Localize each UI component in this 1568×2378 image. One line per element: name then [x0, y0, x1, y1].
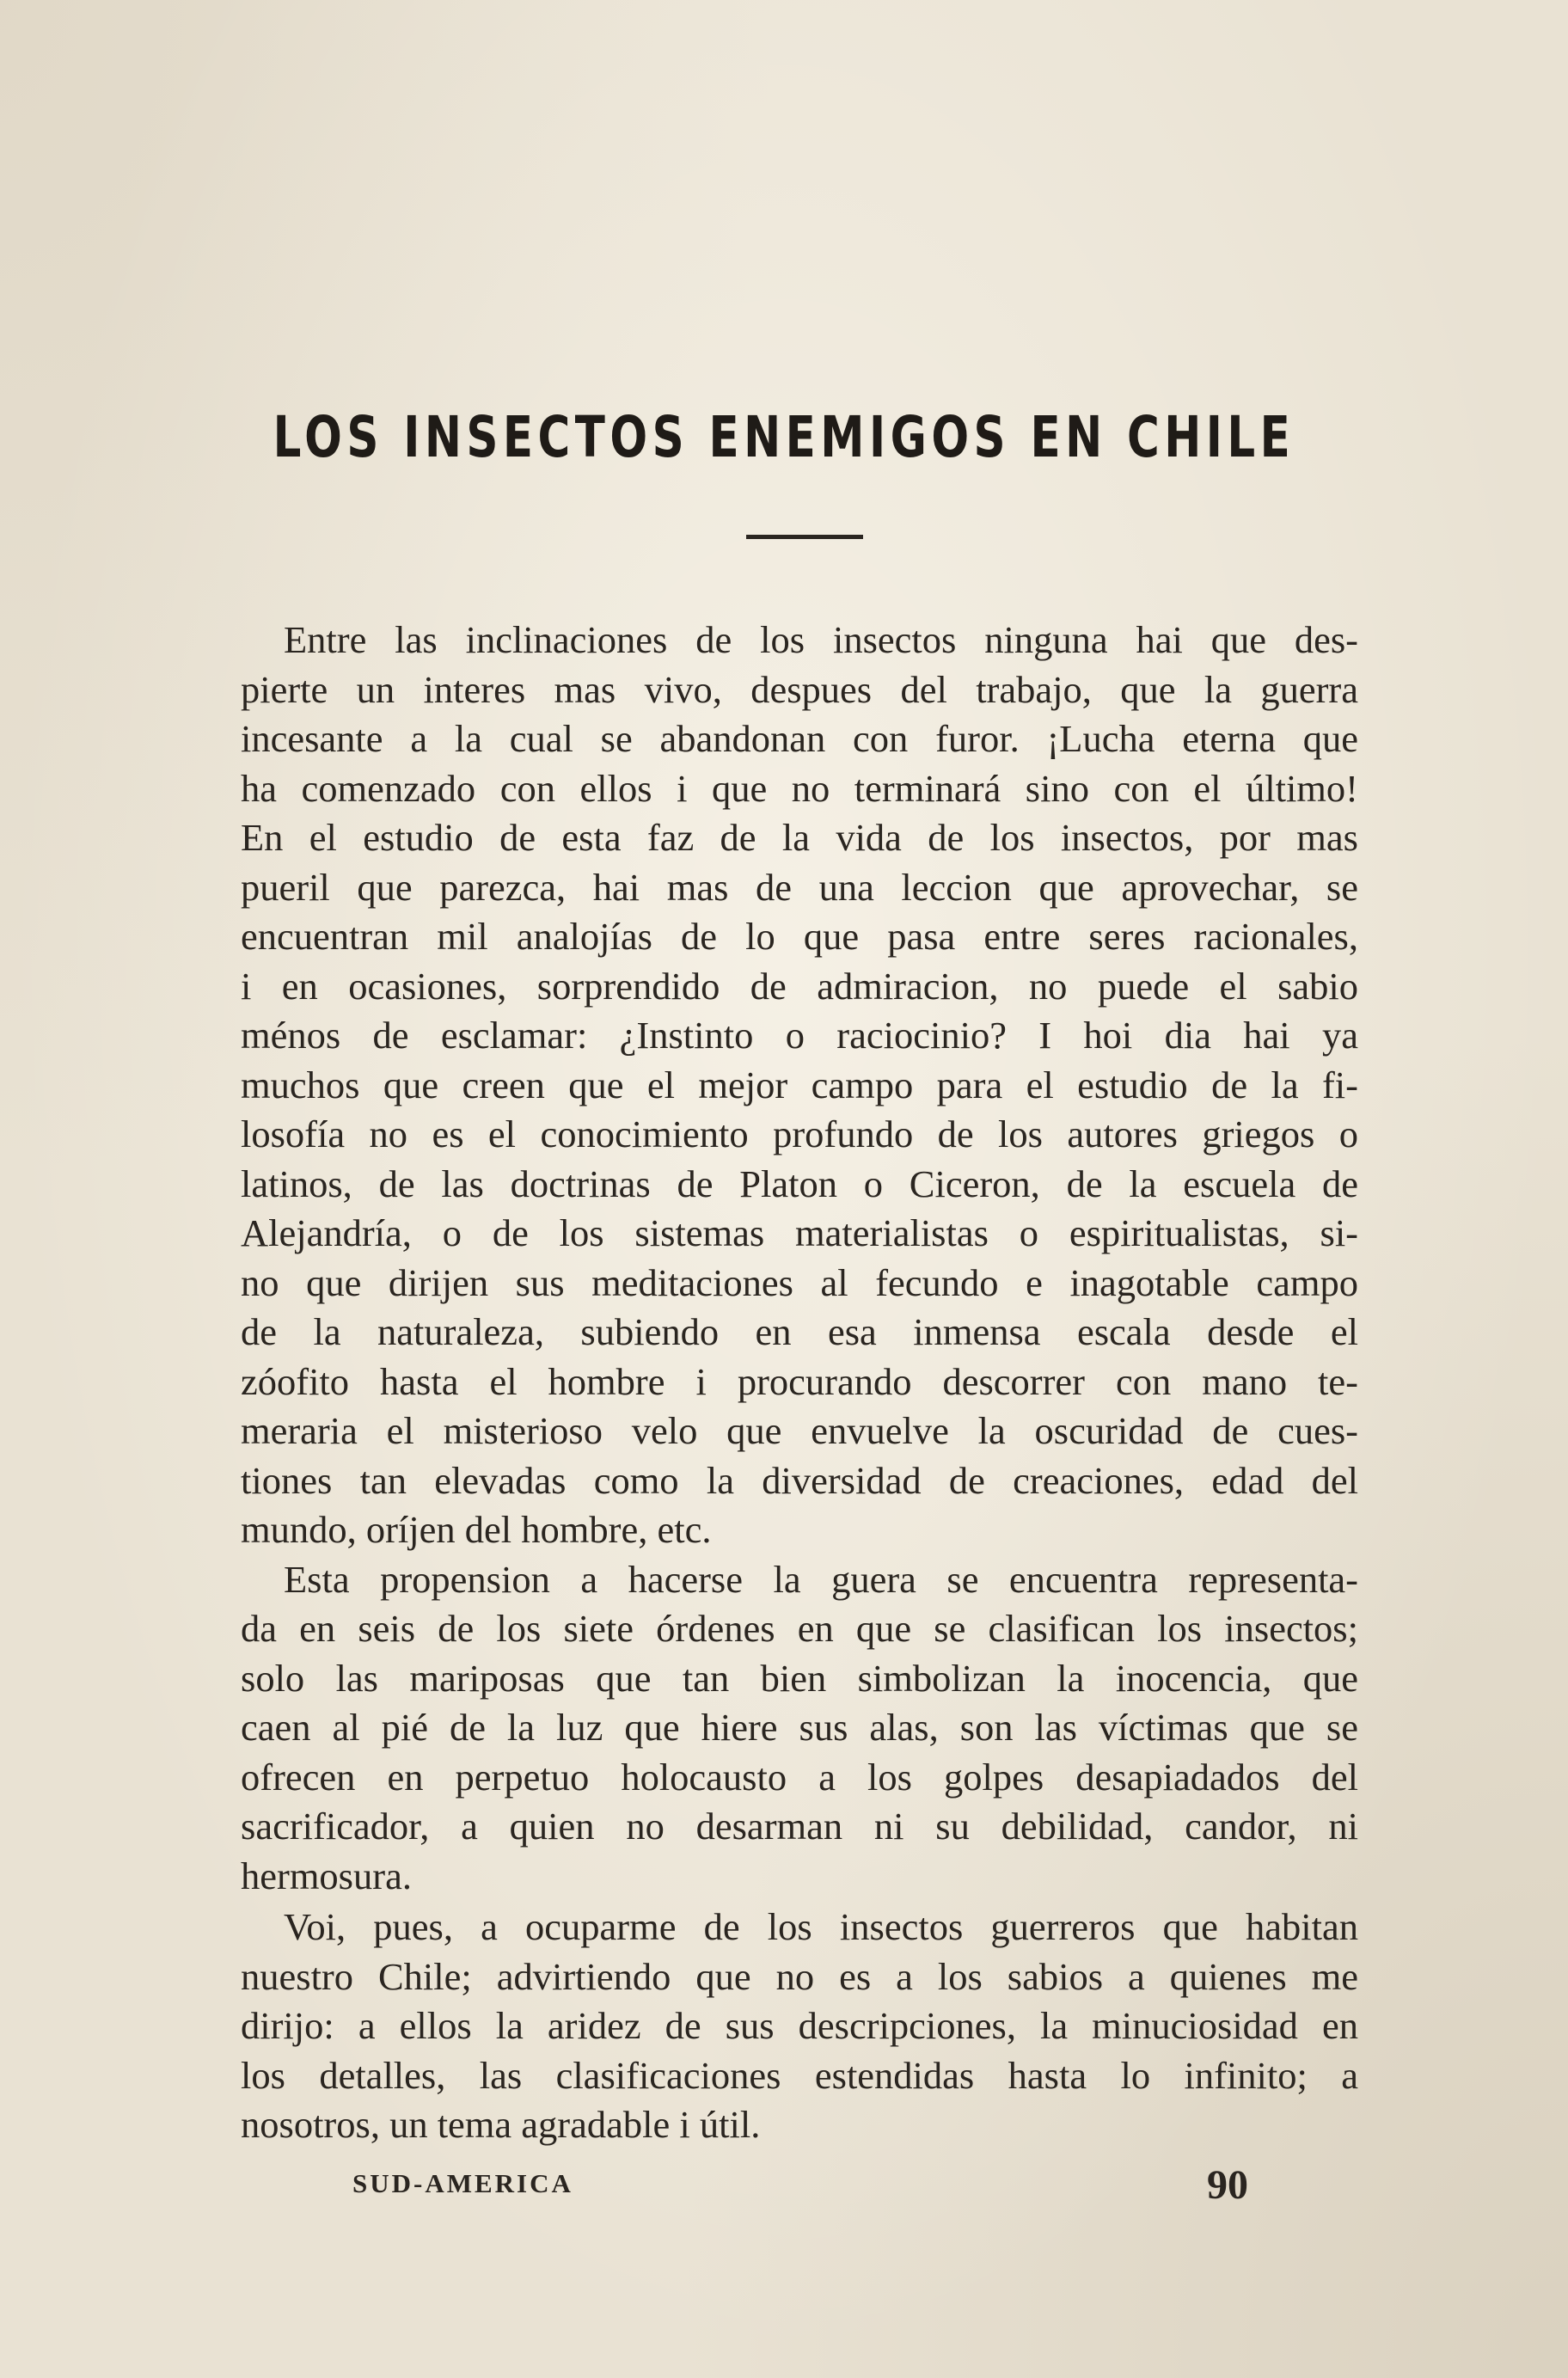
text-line: sacrificador, a quien no desarman ni su debilidad, candor, ni	[241, 1805, 1358, 1848]
paragraph-2	[241, 1555, 1358, 1902]
text-line: pueril que parezca, hai mas de una leccion que aprovechar, se	[241, 865, 1358, 909]
paragraph-3	[241, 1903, 1358, 2150]
text-line: solo las mariposas que tan bien simbolizan la inocencia, que	[241, 1656, 1358, 1700]
text-line: los detalles, las clasificaciones estendidas hasta lo infinito; a	[241, 2053, 1358, 2097]
text-line: ofrecen en perpetuo holocausto a los golpes desapiadados del	[241, 1755, 1358, 1799]
article-body	[241, 616, 1358, 2150]
text-line: nuestro Chile; advirtiendo que no es a los sabios a quienes me	[241, 1954, 1358, 1998]
text-line: ha comenzado con ellos i que no terminará sino con el último!	[241, 766, 1358, 810]
text-line: pierte un interes mas vivo, despues del trabajo, que la guerra	[241, 667, 1358, 711]
text-line: losofía no es el conocimiento profundo de los autores griegos o	[241, 1112, 1358, 1155]
text-line: zóofito hasta el hombre i procurando descorrer con mano te-	[241, 1359, 1358, 1403]
title-divider	[746, 535, 863, 539]
text-line: Entre las inclinaciones de los insectos ninguna hai que des-	[284, 618, 1358, 661]
text-line: dirijo: a ellos la aridez de sus descripciones, la minuciosidad en	[241, 2004, 1358, 2047]
text-line: da en seis de los siete órdenes en que se clasifican los insectos;	[241, 1607, 1358, 1650]
signature-mark: SUD-AMERICA	[352, 2168, 573, 2198]
text-line: mundo, oríjen del hombre, etc.	[241, 1508, 712, 1551]
page-number: 90	[1207, 2162, 1248, 2208]
text-line: Esta propension a hacerse la guera se encuentra representa-	[284, 1557, 1358, 1601]
text-line: latinos, de las doctrinas de Platon o Ciceron, de la escuela de	[241, 1161, 1358, 1205]
text-line: Voi, pues, a ocuparme de los insectos guerreros que habitan	[284, 1905, 1358, 1948]
text-line: incesante a la cual se abandonan con furor. ¡Lucha eterna que	[241, 717, 1358, 760]
text-line: meraria el misterioso velo que envuelve la oscuridad de cues-	[241, 1409, 1358, 1452]
text-line: de la naturaleza, subiendo en esa inmensa escala desde el	[241, 1310, 1358, 1353]
text-line: nosotros, un tema agradable i útil.	[241, 2103, 761, 2146]
text-line: ménos de esclamar: ¿Instinto o raciocinio? I hoi dia hai ya	[241, 1014, 1358, 1057]
text-line: En el estudio de esta faz de la vida de los insectos, por mas	[241, 816, 1358, 859]
text-line: tiones tan elevadas como la diversidad de creaciones, edad del	[241, 1458, 1358, 1502]
text-line: encuentran mil analojías de lo que pasa entre seres racionales,	[241, 915, 1358, 958]
text-line: hermosura.	[241, 1854, 412, 1897]
text-line: caen al pié de la luz que hiere sus alas, son las víctimas que se	[241, 1706, 1358, 1749]
paragraph-1	[241, 616, 1358, 1555]
text-line: i en ocasiones, sorprendido de admiracion, no puede el sabio	[241, 964, 1358, 1008]
text-line: no que dirijen sus meditaciones al fecundo e inagotable campo	[241, 1260, 1358, 1304]
text-line: muchos que creen que el mejor campo para el estudio de la fi-	[241, 1063, 1358, 1106]
text-line: Alejandría, o de los sistemas materialistas o espiritualistas, si-	[241, 1211, 1358, 1254]
article-title: LOS INSECTOS ENEMIGOS EN CHILE	[273, 404, 1295, 470]
